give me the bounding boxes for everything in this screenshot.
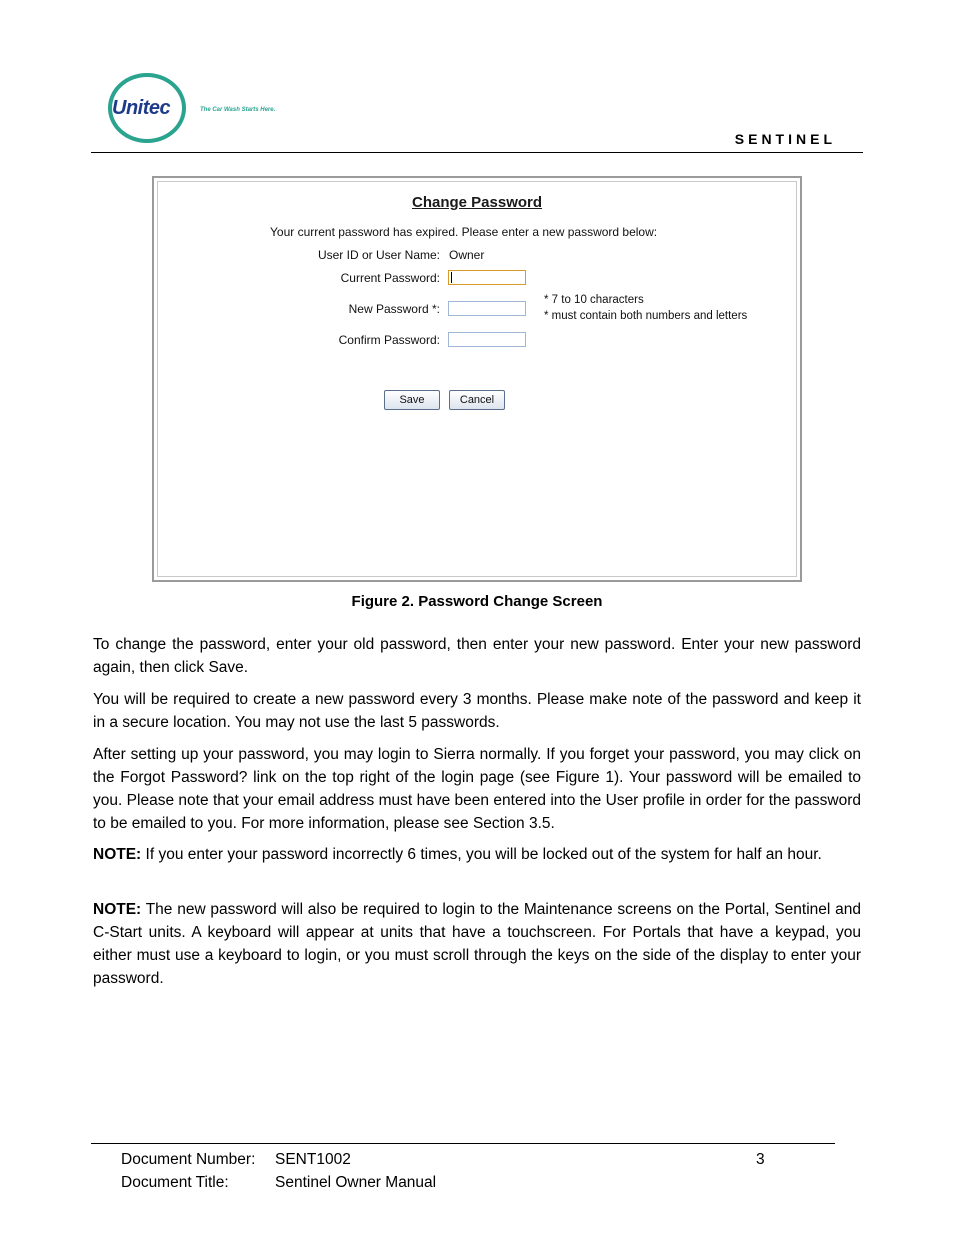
confirm-password-label: Confirm Password:: [338, 333, 440, 347]
current-password-field[interactable]: [448, 270, 526, 285]
current-password-label: Current Password:: [340, 271, 440, 285]
confirm-password-field[interactable]: [448, 332, 526, 347]
note-label: NOTE:: [93, 901, 142, 918]
doc-title-label: Document Title:: [121, 1174, 229, 1191]
figure-caption: Figure 2. Password Change Screen: [351, 593, 603, 610]
note-lockout-text: If you enter your password incorrectly 6 times, you will be locked out of the system for half an hour.: [145, 846, 822, 863]
paragraph-change-password: To change the password, enter your old password, then enter your new password. Enter your new password again, then click Save.: [93, 636, 861, 676]
header-divider: [91, 152, 863, 153]
note-label: NOTE:: [93, 846, 142, 863]
doc-number-label: Document Number:: [121, 1151, 256, 1168]
paragraph-forgot-password: After setting up your password, you may login to Sierra normally. If you forget your password, you may click on the Forgot Password? link on the top right of the login page (see Figure 1). Your password will be emailed to you. Please note that your email address must have been entered into the User profile in order for the password to be emailed to you. For more information, please see Section 3.5.: [93, 746, 861, 832]
save-button[interactable]: Save: [384, 390, 440, 410]
change-password-screenshot: [152, 176, 802, 582]
paragraph-password-expiry: You will be required to create a new password every 3 months. Please make note of the password and keep it in a secure location. You may not use the last 5 passwords.: [93, 691, 861, 731]
paragraph-note-lockout: [93, 843, 861, 866]
cancel-button[interactable]: Cancel: [449, 390, 505, 410]
note-maintenance-text: The new password will also be required to login to the Maintenance screens on the Portal, Sentinel and C-Start units. A keyboard will appear at units that have a touchscreen. For Portals that have a keypad, you either must use a keyboard to login, or you must scroll through the keys on the side of the display to enter your password.: [93, 901, 861, 987]
logo-word: Unitec: [112, 97, 171, 119]
new-password-field[interactable]: [448, 301, 526, 316]
doc-title: Sentinel Owner Manual: [275, 1174, 437, 1191]
footer-divider: [91, 1143, 835, 1144]
new-password-label: New Password *:: [348, 302, 440, 316]
paragraph-note-maintenance: [93, 898, 861, 990]
screenshot-frame: [157, 181, 797, 577]
header-product: SENTINEL: [734, 131, 836, 147]
text-caret: [451, 272, 452, 283]
password-hint-composition: * must contain both numbers and letters: [544, 310, 748, 322]
page-number: 3: [756, 1151, 765, 1168]
user-id-label: User ID or User Name:: [317, 248, 440, 262]
expired-message: Your current password has expired. Please enter a new password below:: [270, 225, 658, 239]
password-hint-length: * 7 to 10 characters: [544, 294, 644, 306]
doc-number: SENT1002: [275, 1151, 351, 1168]
user-id-value: Owner: [449, 248, 485, 262]
logo-tagline: The Car Wash Starts Here.: [200, 107, 276, 113]
change-password-title: Change Password: [412, 194, 543, 211]
unitec-logo: [108, 73, 288, 149]
